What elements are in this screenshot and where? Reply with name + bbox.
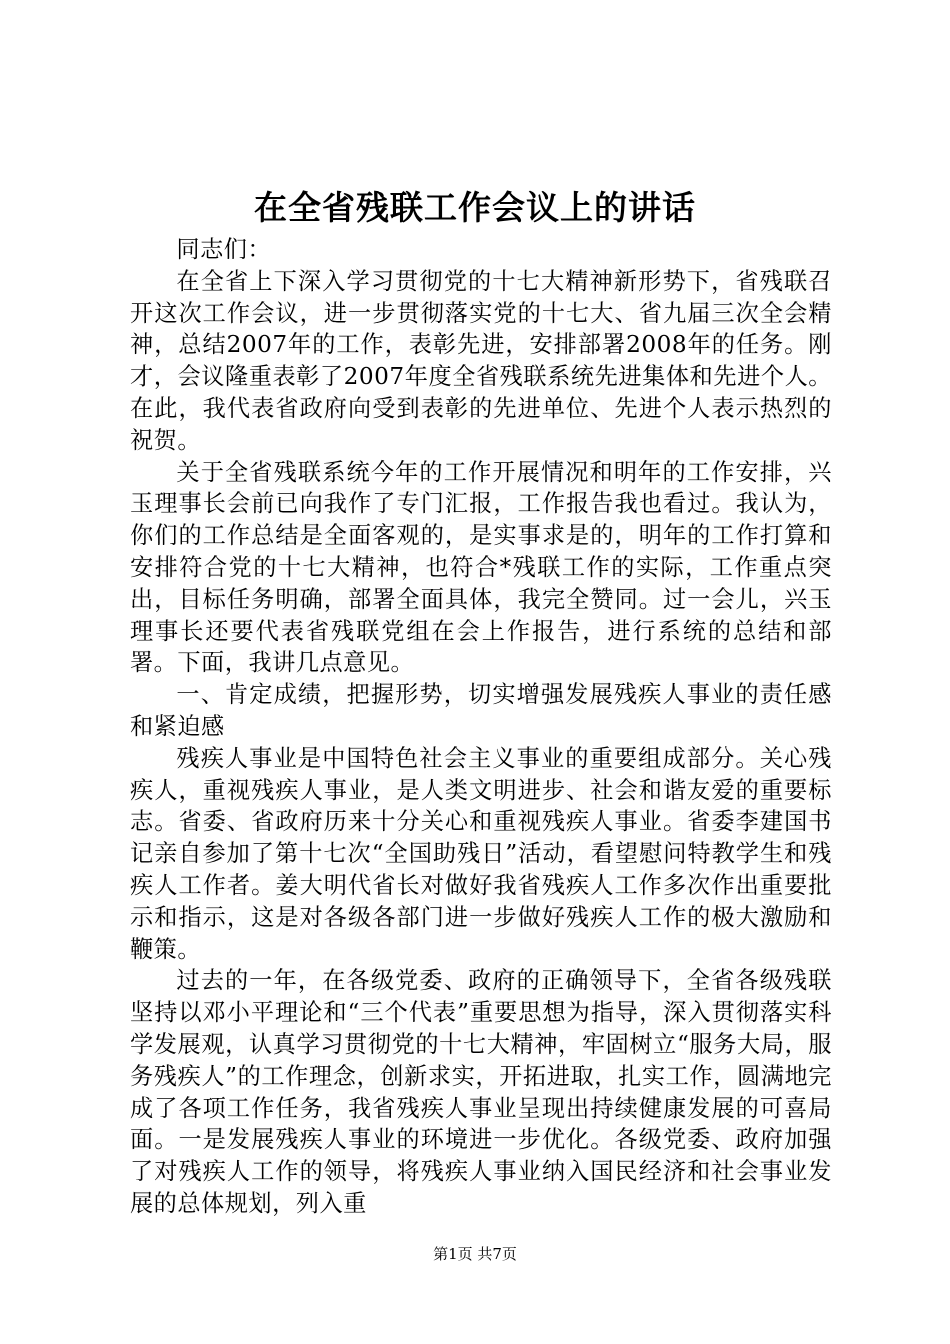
- paragraph: 在全省上下深入学习贯彻党的十七大精神新形势下，省残联召开这次工作会议，进一步贯彻落实党的十七大、省九届三次全会精神，总结2007年的工作，表彰先进，安排部署2008年的任务。刚才，会议隆重表彰了2007年度全省残联系统先进集体和先进个人。在此，我代表省政府向受到表彰的先进单位、先进个人表示热烈的祝贺。: [130, 267, 832, 454]
- document-title: 在全省残联工作会议上的讲话: [254, 188, 696, 227]
- paragraph: 过去的一年，在各级党委、政府的正确领导下，全省各级残联坚持以邓小平理论和“三个代表”重要思想为指导，深入贯彻落实科学发展观，认真学习贯彻党的十七大精神，牢固树立“服务大局，服务残疾人”的工作理念，创新求实，开拓进取，扎实工作，圆满地完成了各项工作任务，我省残疾人事业呈现出持续健康发展的可喜局面。一是发展残疾人事业的环境进一步优化。各级党委、政府加强了对残疾人工作的领导，将残疾人事业纳入国民经济和社会事业发展的总体规划，列入重: [130, 967, 832, 1217]
- paragraph: 残疾人事业是中国特色社会主义事业的重要组成部分。关心残疾人，重视残疾人事业，是人类文明进步、社会和谐友爱的重要标志。省委、省政府历来十分关心和重视残疾人事业。省委李建国书记亲自参加了第十七次“全国助残日”活动，看望慰问特教学生和残疾人工作者。姜大明代省长对做好我省残疾人工作多次作出重要批示和指示，这是对各级各部门进一步做好残疾人工作的极大激励和鞭策。: [130, 744, 832, 963]
- section-heading: 一、肯定成绩，把握形势，切实增强发展残疾人事业的责任感和紧迫感: [130, 681, 832, 740]
- page-footer: 第1页 共7页: [433, 1245, 517, 1263]
- document-body: [130, 234, 832, 1220]
- salutation: 同志们：: [176, 236, 272, 263]
- paragraph: 关于全省残联系统今年的工作开展情况和明年的工作安排，兴玉理事长会前已向我作了专门汇报，工作报告我也看过。我认为，你们的工作总结是全面客观的，是实事求是的，明年的工作打算和安排符合党的十七大精神，也符合*残联工作的实际，工作重点突出，目标任务明确，部署全面具体，我完全赞同。过一会儿，兴玉理事长还要代表省残联党组在会上作报告，进行系统的总结和部署。下面，我讲几点意见。: [130, 458, 832, 677]
